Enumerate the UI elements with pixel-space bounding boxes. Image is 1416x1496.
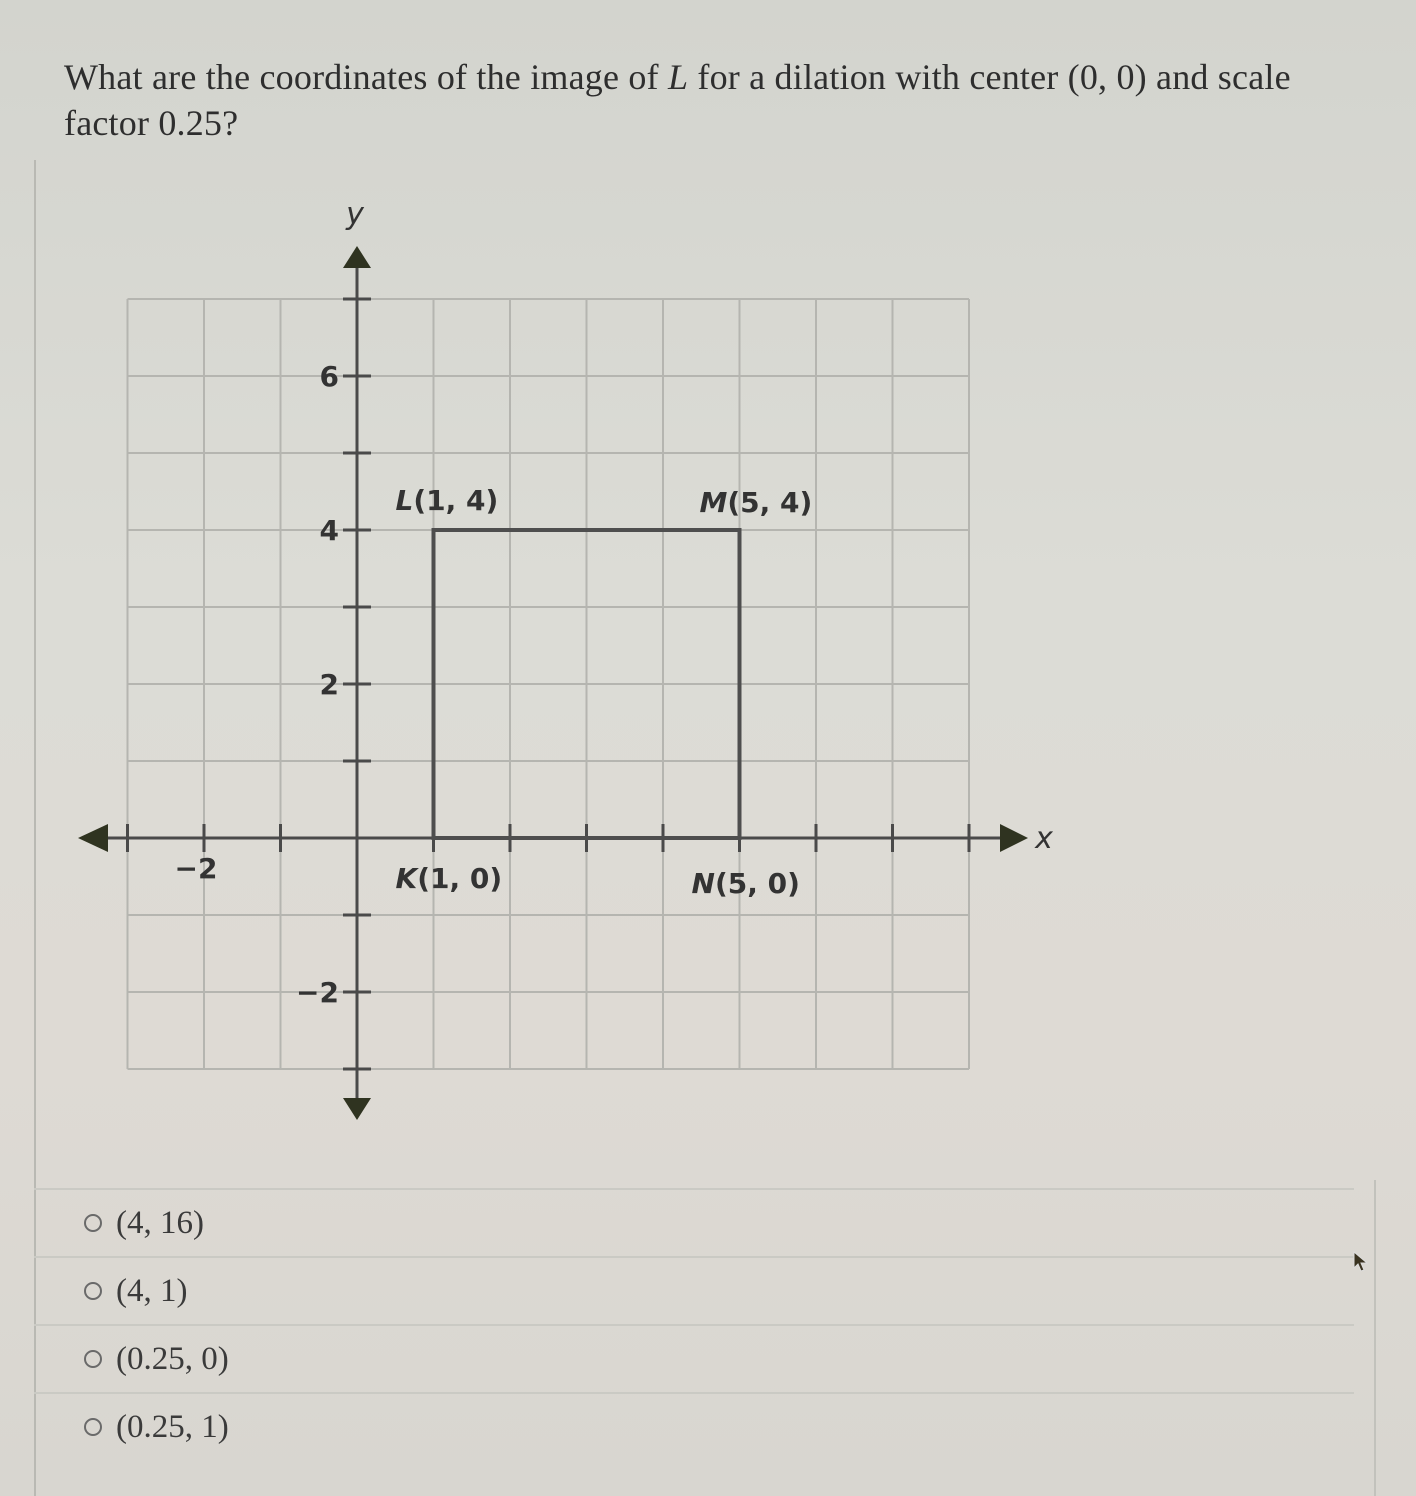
vertex-label-K: K(1, 0) — [395, 862, 503, 895]
vertex-label-L: L(1, 4) — [395, 484, 499, 517]
x-axis-label: x — [1035, 821, 1053, 856]
x-tick-label: −2 — [174, 852, 218, 885]
radio-button-icon[interactable] — [84, 1350, 102, 1368]
y-axis-up-arrow-icon — [343, 246, 371, 268]
answer-choice-label: (0.25, 0) — [116, 1340, 229, 1377]
content-frame-right-border — [1374, 1180, 1376, 1496]
y-tick-label: −2 — [296, 976, 339, 1009]
vertex-label-N: N(5, 0) — [691, 867, 800, 900]
answer-choice-2[interactable] — [34, 1256, 1354, 1324]
answer-choice-label: (4, 16) — [116, 1204, 204, 1241]
radio-button-icon[interactable] — [84, 1418, 102, 1436]
question-text-after: for a dilation with center (0, 0) and scale factor 0.25? — [64, 57, 1291, 143]
answer-choice-label: (0.25, 1) — [116, 1408, 229, 1445]
vertex-label-M: M(5, 4) — [699, 486, 813, 519]
y-axis-label: y — [346, 197, 364, 232]
answer-choice-label: (4, 1) — [116, 1272, 188, 1309]
answer-choice-4[interactable] — [34, 1392, 1354, 1460]
y-axis-down-arrow-icon — [343, 1098, 371, 1120]
mouse-pointer-icon — [1352, 1250, 1372, 1274]
x-axis-left-arrow-icon — [78, 824, 108, 852]
radio-button-icon[interactable] — [84, 1282, 102, 1300]
answer-choice-3[interactable] — [34, 1324, 1354, 1392]
answer-choice-1[interactable] — [34, 1188, 1354, 1256]
y-tick-label: 2 — [319, 668, 339, 701]
answer-choices — [34, 1188, 1354, 1460]
grid-lines — [128, 299, 970, 1069]
y-tick-label: 6 — [319, 360, 339, 393]
x-axis-right-arrow-icon — [1000, 824, 1028, 852]
question-text-before: What are the coordinates of the image of — [64, 57, 668, 97]
question-variable: L — [667, 57, 689, 97]
graph-labels — [175, 197, 1054, 1009]
radio-button-icon[interactable] — [84, 1214, 102, 1232]
y-tick-label: 4 — [319, 514, 339, 547]
